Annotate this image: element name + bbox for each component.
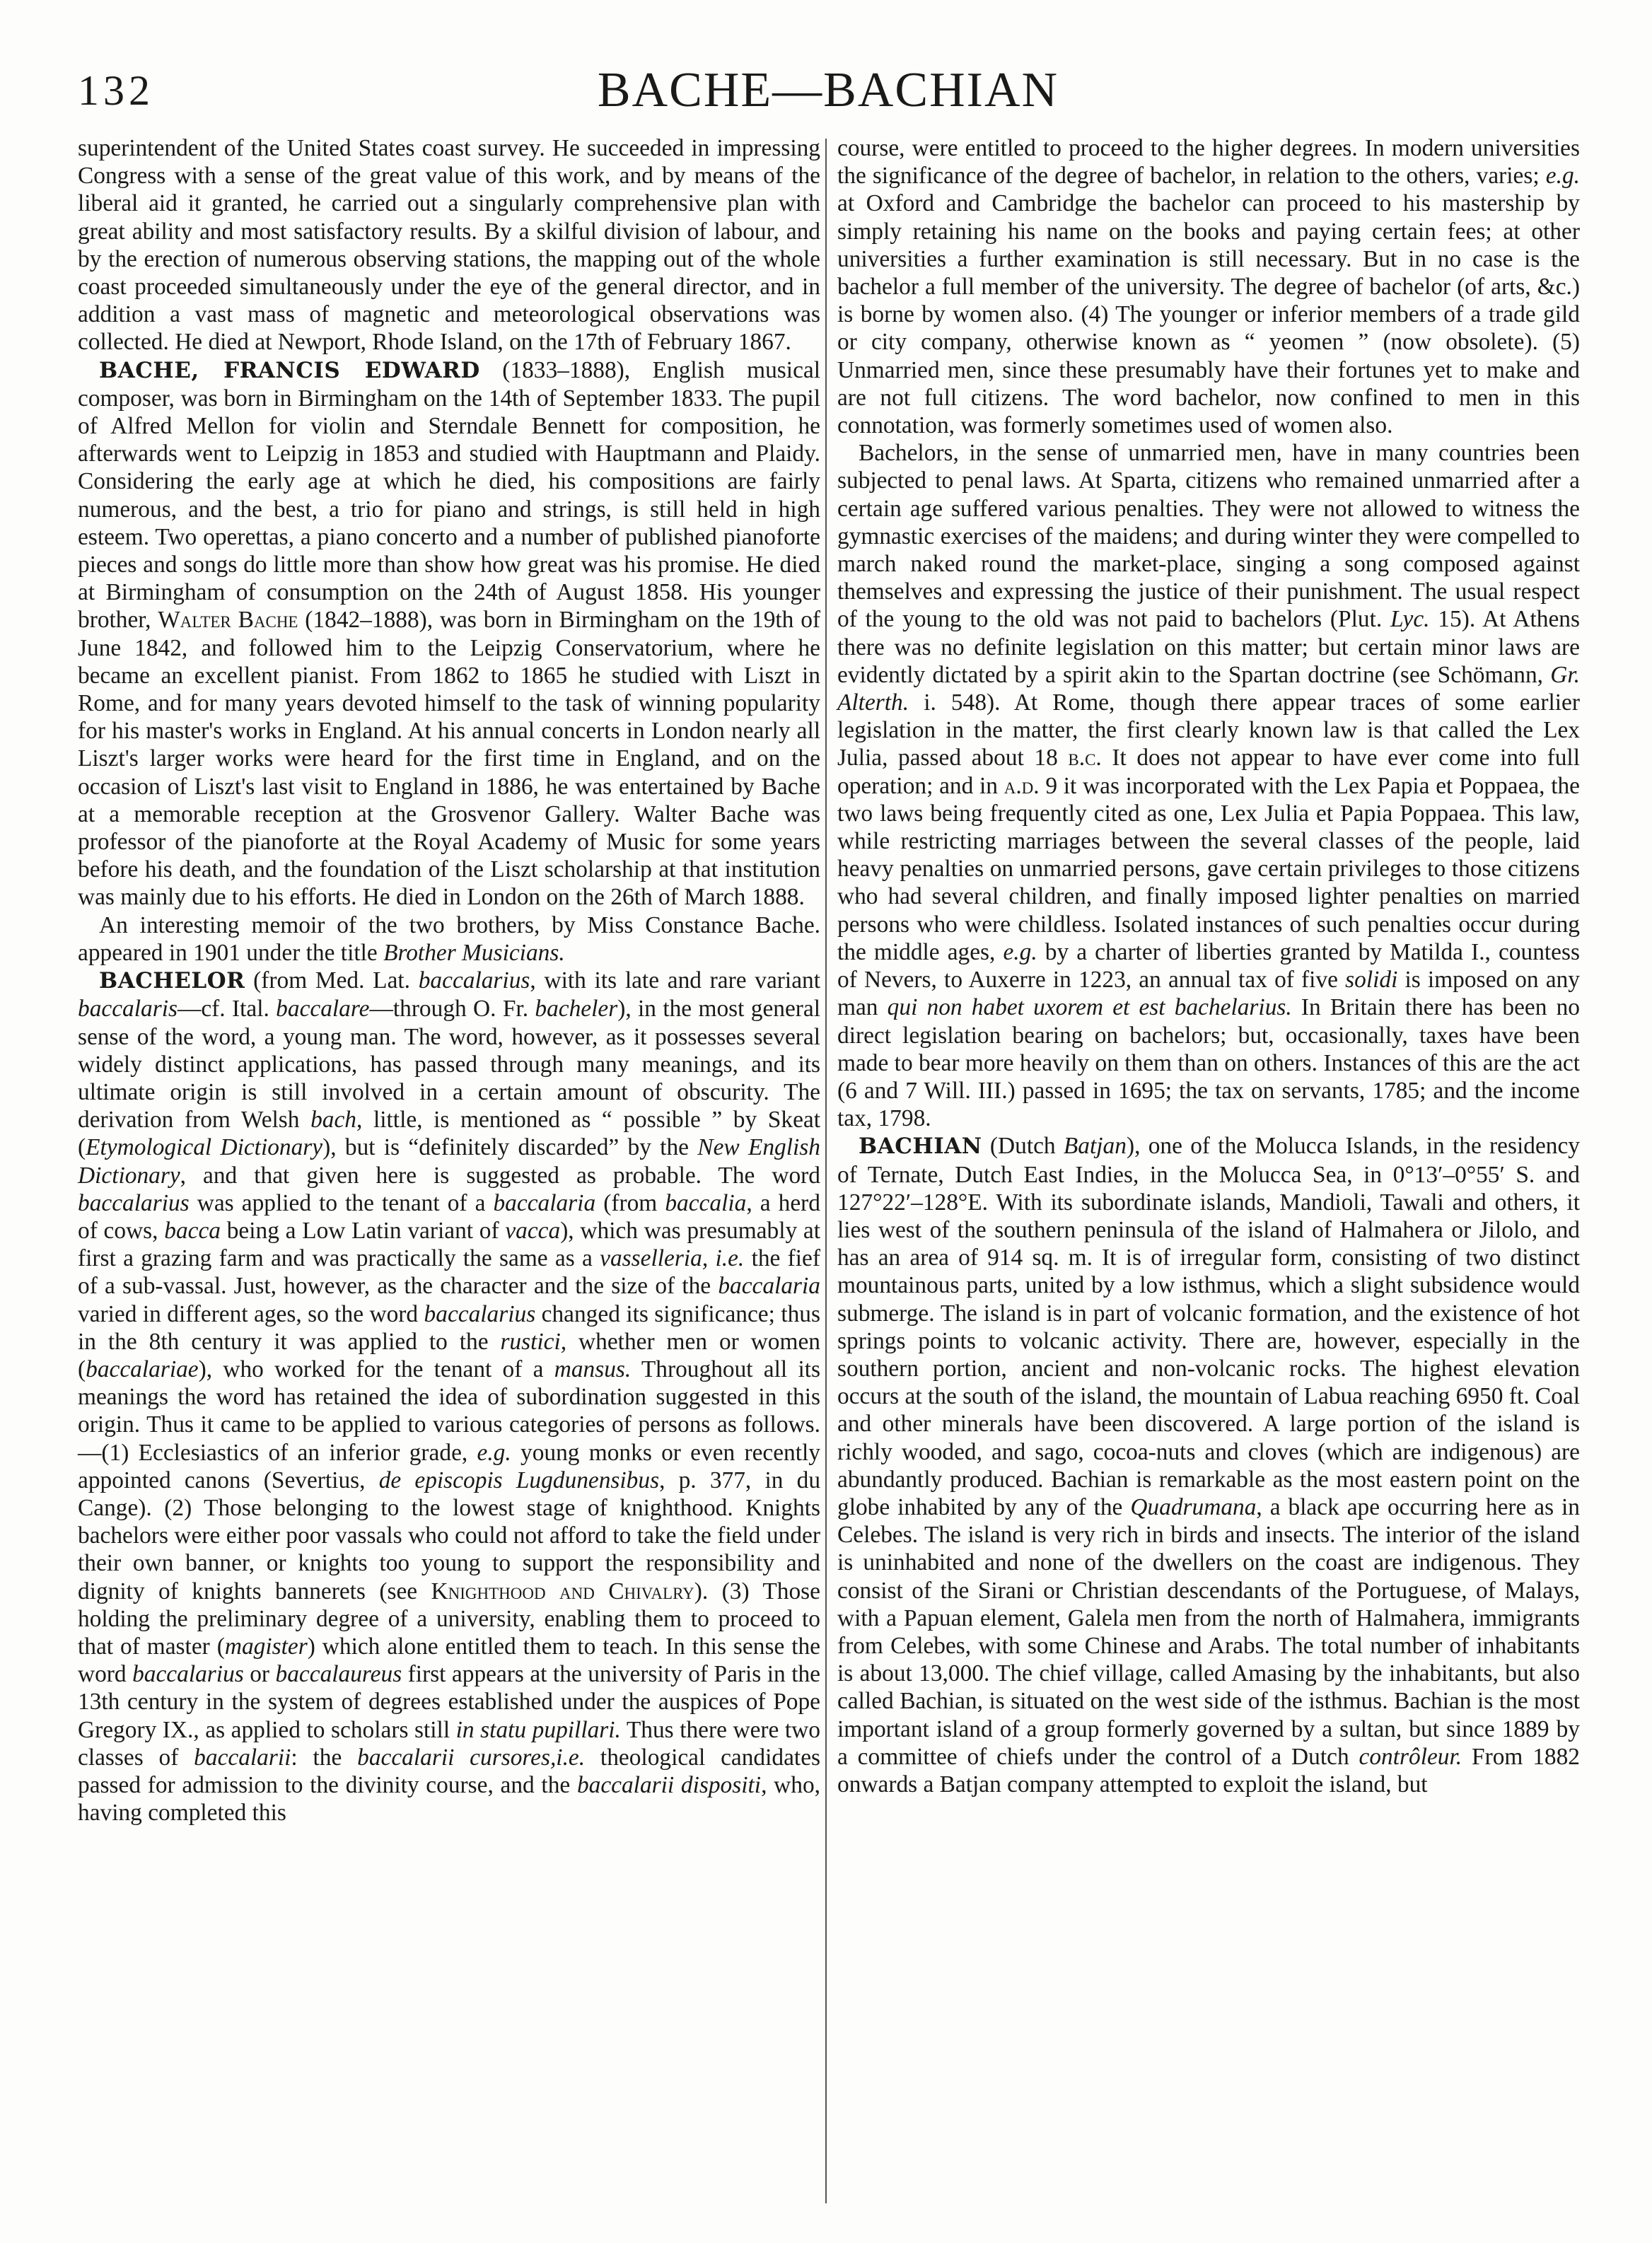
headword: BACHIAN bbox=[859, 1134, 982, 1160]
paragraph-bachelor-degrees: course, were entitled to proceed to the higher degrees. In modern universities the significance of the degree of bachelor, in relation to the others, varies; e.g. at Oxford and Cambridge the bachelor can proceed to his mastership by simply retaining his name on the books and paying certain fees; at other universities a further examination is still necessary. But in no case is the bachelor a full member of the university. The degree of bachelor (of arts, &c.) is borne by women also. (4) The younger or inferior members of a trade gild or city company, otherwise known as “ yeomen ” (now obsolete). (5) Unmarried men, since these presumably have their fortunes yet to make and are not full citizens. The word bachelor, now confined to men in this connotation, was formerly sometimes used of women also. bbox=[837, 135, 1580, 439]
left-column bbox=[78, 134, 820, 1827]
headword: BACHELOR bbox=[99, 968, 245, 994]
headword: BACHE, FRANCIS EDWARD bbox=[99, 357, 480, 383]
right-column bbox=[837, 134, 1580, 1798]
entry-bachian: BACHIAN (Dutch Batjan), one of the Molucca Islands, in the residency of Ternate, Dutch East Indies, in the Molucca Sea, in 0°13′–0°55′ S. and 127°22′–128°E. With its subordinate islands, Mandioli, Tawali and others, it lies west of the southern peninsula of the island of Halmahera or Jilolo, and has an area of 914 sq. m. It is of irregular form, consisting of two distinct mountainous parts, united by a low isthmus, which a slight subsidence would submerge. The island is in part of volcanic formation, and the existence of hot springs points to volcanic activity. There are, however, especially in the southern portion, ancient and non-volcanic rocks. The highest elevation occurs at the south of the island, the mountain of Labua reaching 6950 ft. Coal and other minerals have been discovered. A large portion of the island is richly wooded, and sago, cocoa-nuts and cloves (which are indigenous) are abundantly produced. Bachian is remarkable as the most eastern point on the globe inhabited by any of the Quadrumana, a black ape occurring here as in Celebes. The island is very rich in birds and insects. The interior of the island is uninhabited and none of the dwellers on the coast are indigenous. They consist of the Sirani or Christian descendants of the Portuguese, of Malays, with a Papuan element, Galela men from the north of Halmahera, immigrants from Celebes, with some Chinese and Arabs. The total number of inhabitants is about 13,000. The chief village, called Amasing by the inhabitants, but also called Bachian, is situated on the west side of the isthmus. Bachian is the most important island of a group formerly governed by a sultan, but since 1889 by a committee of chiefs under the control of a Dutch contrôleur. From 1882 onwards a Batjan company attempted to exploit the island, but bbox=[837, 1133, 1580, 1798]
page-number: 132 bbox=[78, 67, 154, 114]
entry-bache-francis-edward: BACHE, FRANCIS EDWARD (1833–1888), English musical composer, was born in Birmingham on the 14th of September 1833. The pupil of Alfred Mellon for violin and Sterndale Bennett for composition, he afterwards went to Leipzig in 1853 and studied with Hauptmann and Plaidy. Considering the early age at which he died, his compositions are fairly numerous, and the best, a trio for piano and strings, is still held in high esteem. Two operettas, a piano concerto and a number of published pianoforte pieces and songs do little more than show how great was his promise. He died at Birmingham of consumption on the 24th of August 1858. His younger brother, Walter Bache (1842–1888), was born in Birmingham on the 19th of June 1842, and followed him to the Leipzig Conservatorium, where he became an excellent pianist. From 1862 to 1865 he studied with Liszt in Rome, and for many years devoted himself to the task of winning popularity for his master's works in England. At his annual concerts in London nearly all Liszt's larger works were heard for the first time in England, and on the occasion of Liszt's last visit to England in 1886, he was entertained by Bache at a memorable reception at the Grosvenor Gallery. Walter Bache was professor of the pianoforte at the Royal Academy of Music for some years before his death, and the foundation of the Liszt scholarship at that institution was mainly due to his efforts. He died in London on the 26th of March 1888. bbox=[78, 356, 821, 911]
running-head: BACHE—BACHIAN bbox=[597, 63, 1059, 117]
paragraph-bache-coast-survey: superintendent of the United States coast survey. He succeeded in impressing Congress with a sense of the great value of this work, and by means of the liberal aid it granted, he carried out a singularly comprehensive plan with great ability and most satisfactory results. By a skilful division of labour, and by the erection of numerous observing stations, the mapping out of the whole coast proceeded simultaneously under the eye of the general director, and in addition a vast mass of magnetic and meteorological observations was collected. He died at Newport, Rhode Island, on the 17th of February 1867. bbox=[78, 135, 820, 356]
column-divider bbox=[825, 139, 827, 2203]
paragraph-penal-laws: Bachelors, in the sense of unmarried men, have in many countries been subjected to penal laws. At Sparta, citizens who remained unmarried after a certain age suffered various penalties. They were not allowed to witness the gymnastic exercises of the maidens; and during winter they were compelled to march naked round the market-place, singing a song composed against themselves and expressing the justice of their punishment. The usual respect of the young to the old was not paid to bachelors (Plut. Lyc. 15). At Athens there was no definite legislation on this matter; but certain minor laws are evidently dictated by a spirit akin to the Spartan doctrine (see Schömann, Gr. Alterth. i. 548). At Rome, though there appear traces of some earlier legislation in the matter, the first clearly known law is that called the Lex Julia, passed about 18 b.c. It does not appear to have ever come into full operation; and in a.d. 9 it was incorporated with the Lex Papia et Poppaea, the two laws being frequently cited as one, Lex Julia et Papia Poppaea. This law, while restricting marriages between the several classes of the people, laid heavy penalties on unmarried persons, gave certain privileges to those citizens who had several children, and finally imposed lighter penalties on married persons who were childless. Isolated instances of such penalties occur during the middle ages, e.g. by a charter of liberties granted by Matilda I., countess of Nevers, to Auxerre in 1223, an annual tax of five solidi is imposed on any man qui non habet uxorem et est bachelarius. In Britain there has been no direct legislation bearing on bachelors; but, occasionally, taxes have been made to bear more heavily on them than on others. Instances of this are the act (6 and 7 Will. III.) passed in 1695; the tax on servants, 1785; and the income tax, 1798. bbox=[837, 440, 1580, 1132]
page-header bbox=[78, 62, 1578, 140]
paragraph-memoir-note: An interesting memoir of the two brothers, by Miss Constance Bache. appeared in 1901 under the title Brother Musicians. bbox=[78, 911, 820, 966]
entry-bachelor: BACHELOR (from Med. Lat. baccalarius, with its late and rare variant baccalaris—cf. Ital. baccalare—through O. Fr. bacheler), in the most general sense of the word, a young man. The word, however, as it possesses several widely distinct applications, has passed through many meanings, and its ultimate origin is still involved in a certain amount of obscurity. The derivation from Welsh bach, little, is mentioned as “ possible ” by Skeat (Etymological Dictionary), but is “definitely discarded” by the New English Dictionary, and that given here is suggested as probable. The word baccalarius was applied to the tenant of a baccalaria (from baccalia, a herd of cows, bacca being a Low Latin variant of vacca), which was presumably at first a grazing farm and was practically the same as a vasselleria, i.e. the fief of a sub-vassal. Just, however, as the character and the size of the baccalaria varied in different ages, so the word baccalarius changed its significance; thus in the 8th century it was applied to the rustici, whether men or women (baccalariae), who worked for the tenant of a mansus. Throughout all its meanings the word has retained the idea of subordination suggested in this origin. Thus it came to be applied to various categories of persons as follows.—(1) Ecclesiastics of an inferior grade, e.g. young monks or even recently appointed canons (Severtius, de episcopis Lugdunensibus, p. 377, in du Cange). (2) Those belonging to the lowest stage of knighthood. Knights bachelors were either poor vassals who could not afford to take the field under their own banner, or knights too young to support the responsibility and dignity of knights bannerets (see Knighthood and Chivalry). (3) Those holding the preliminary degree of a university, enabling them to proceed to that of master (magister) which alone entitled them to teach. In this sense the word baccalarius or baccalaureus first appears at the university of Paris in the 13th century in the system of degrees established under the auspices of Pope Gregory IX., as applied to scholars still in statu pupillari. Thus there were two classes of baccalarii: the baccalarii cursores,i.e. theological candidates passed for admission to the divinity course, and the baccalarii dispositi, who, having completed this bbox=[78, 967, 821, 1827]
